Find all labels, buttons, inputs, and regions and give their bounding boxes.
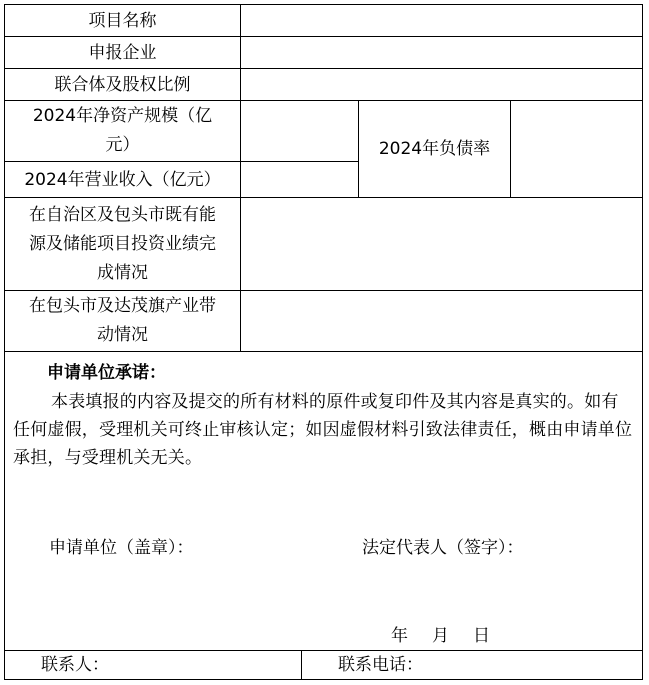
field-applicant[interactable] (240, 36, 643, 69)
commitment-body: 本表填报的内容及提交的所有材料的原件或复印件及其内容是真实的。如有任何虚假，受理机关可终止审核认定；如因虚假材料引致法律责任，概由申请单位承担，与受理机关无关。 (13, 392, 633, 468)
legal-rep-sign-label: 法定代表人（签字）： (362, 538, 524, 558)
label-applicant (4, 36, 241, 69)
field-debt-ratio[interactable] (510, 100, 643, 198)
commitment-section (4, 351, 643, 651)
label-industry-line1: 在包头市及达茂旗产业带 (29, 296, 216, 316)
date-line (391, 622, 492, 650)
label-investment-line3: 成情况 (97, 262, 148, 283)
date-day: 日 (473, 626, 492, 646)
label-industry-drive (4, 290, 241, 352)
field-project-name[interactable] (240, 4, 643, 37)
label-debt-ratio (358, 100, 511, 198)
label-consortium (4, 68, 241, 101)
label-net-assets-line2: 元） (105, 135, 140, 155)
label-revenue-text: 2024年营业收入（亿元） (24, 169, 221, 190)
label-industry-line2: 动情况 (97, 325, 148, 345)
contact-person-label: 联系人： (41, 655, 109, 675)
date-month: 月 (432, 626, 451, 646)
field-industry-drive[interactable] (240, 290, 643, 352)
label-net-assets (4, 100, 241, 162)
contact-phone[interactable] (301, 650, 643, 680)
field-investment-performance[interactable] (240, 197, 643, 291)
date-year: 年 (391, 626, 410, 646)
unit-seal-label: 申请单位（盖章）： (49, 538, 194, 558)
label-investment-performance (4, 197, 241, 291)
label-applicant-text: 申报企业 (88, 42, 157, 63)
label-project-name (4, 4, 241, 37)
contact-phone-label: 联系电话： (338, 655, 423, 675)
field-revenue[interactable] (240, 161, 359, 198)
field-net-assets[interactable] (240, 100, 359, 162)
label-net-assets-line1: 2024年净资产规模（亿 (32, 106, 213, 126)
commitment-title: 申请单位承诺： (47, 363, 166, 383)
application-form (4, 4, 643, 680)
label-investment-line2: 源及储能项目投资业绩完 (29, 233, 216, 254)
label-debt-ratio-text: 2024年负债率 (378, 139, 491, 159)
field-consortium[interactable] (240, 68, 643, 101)
label-consortium-text: 联合体及股权比例 (54, 74, 191, 95)
label-revenue (4, 161, 241, 198)
contact-person[interactable] (4, 650, 302, 680)
label-project-name-text: 项目名称 (88, 10, 157, 31)
label-investment-line1: 在自治区及包头市既有能 (29, 204, 216, 225)
